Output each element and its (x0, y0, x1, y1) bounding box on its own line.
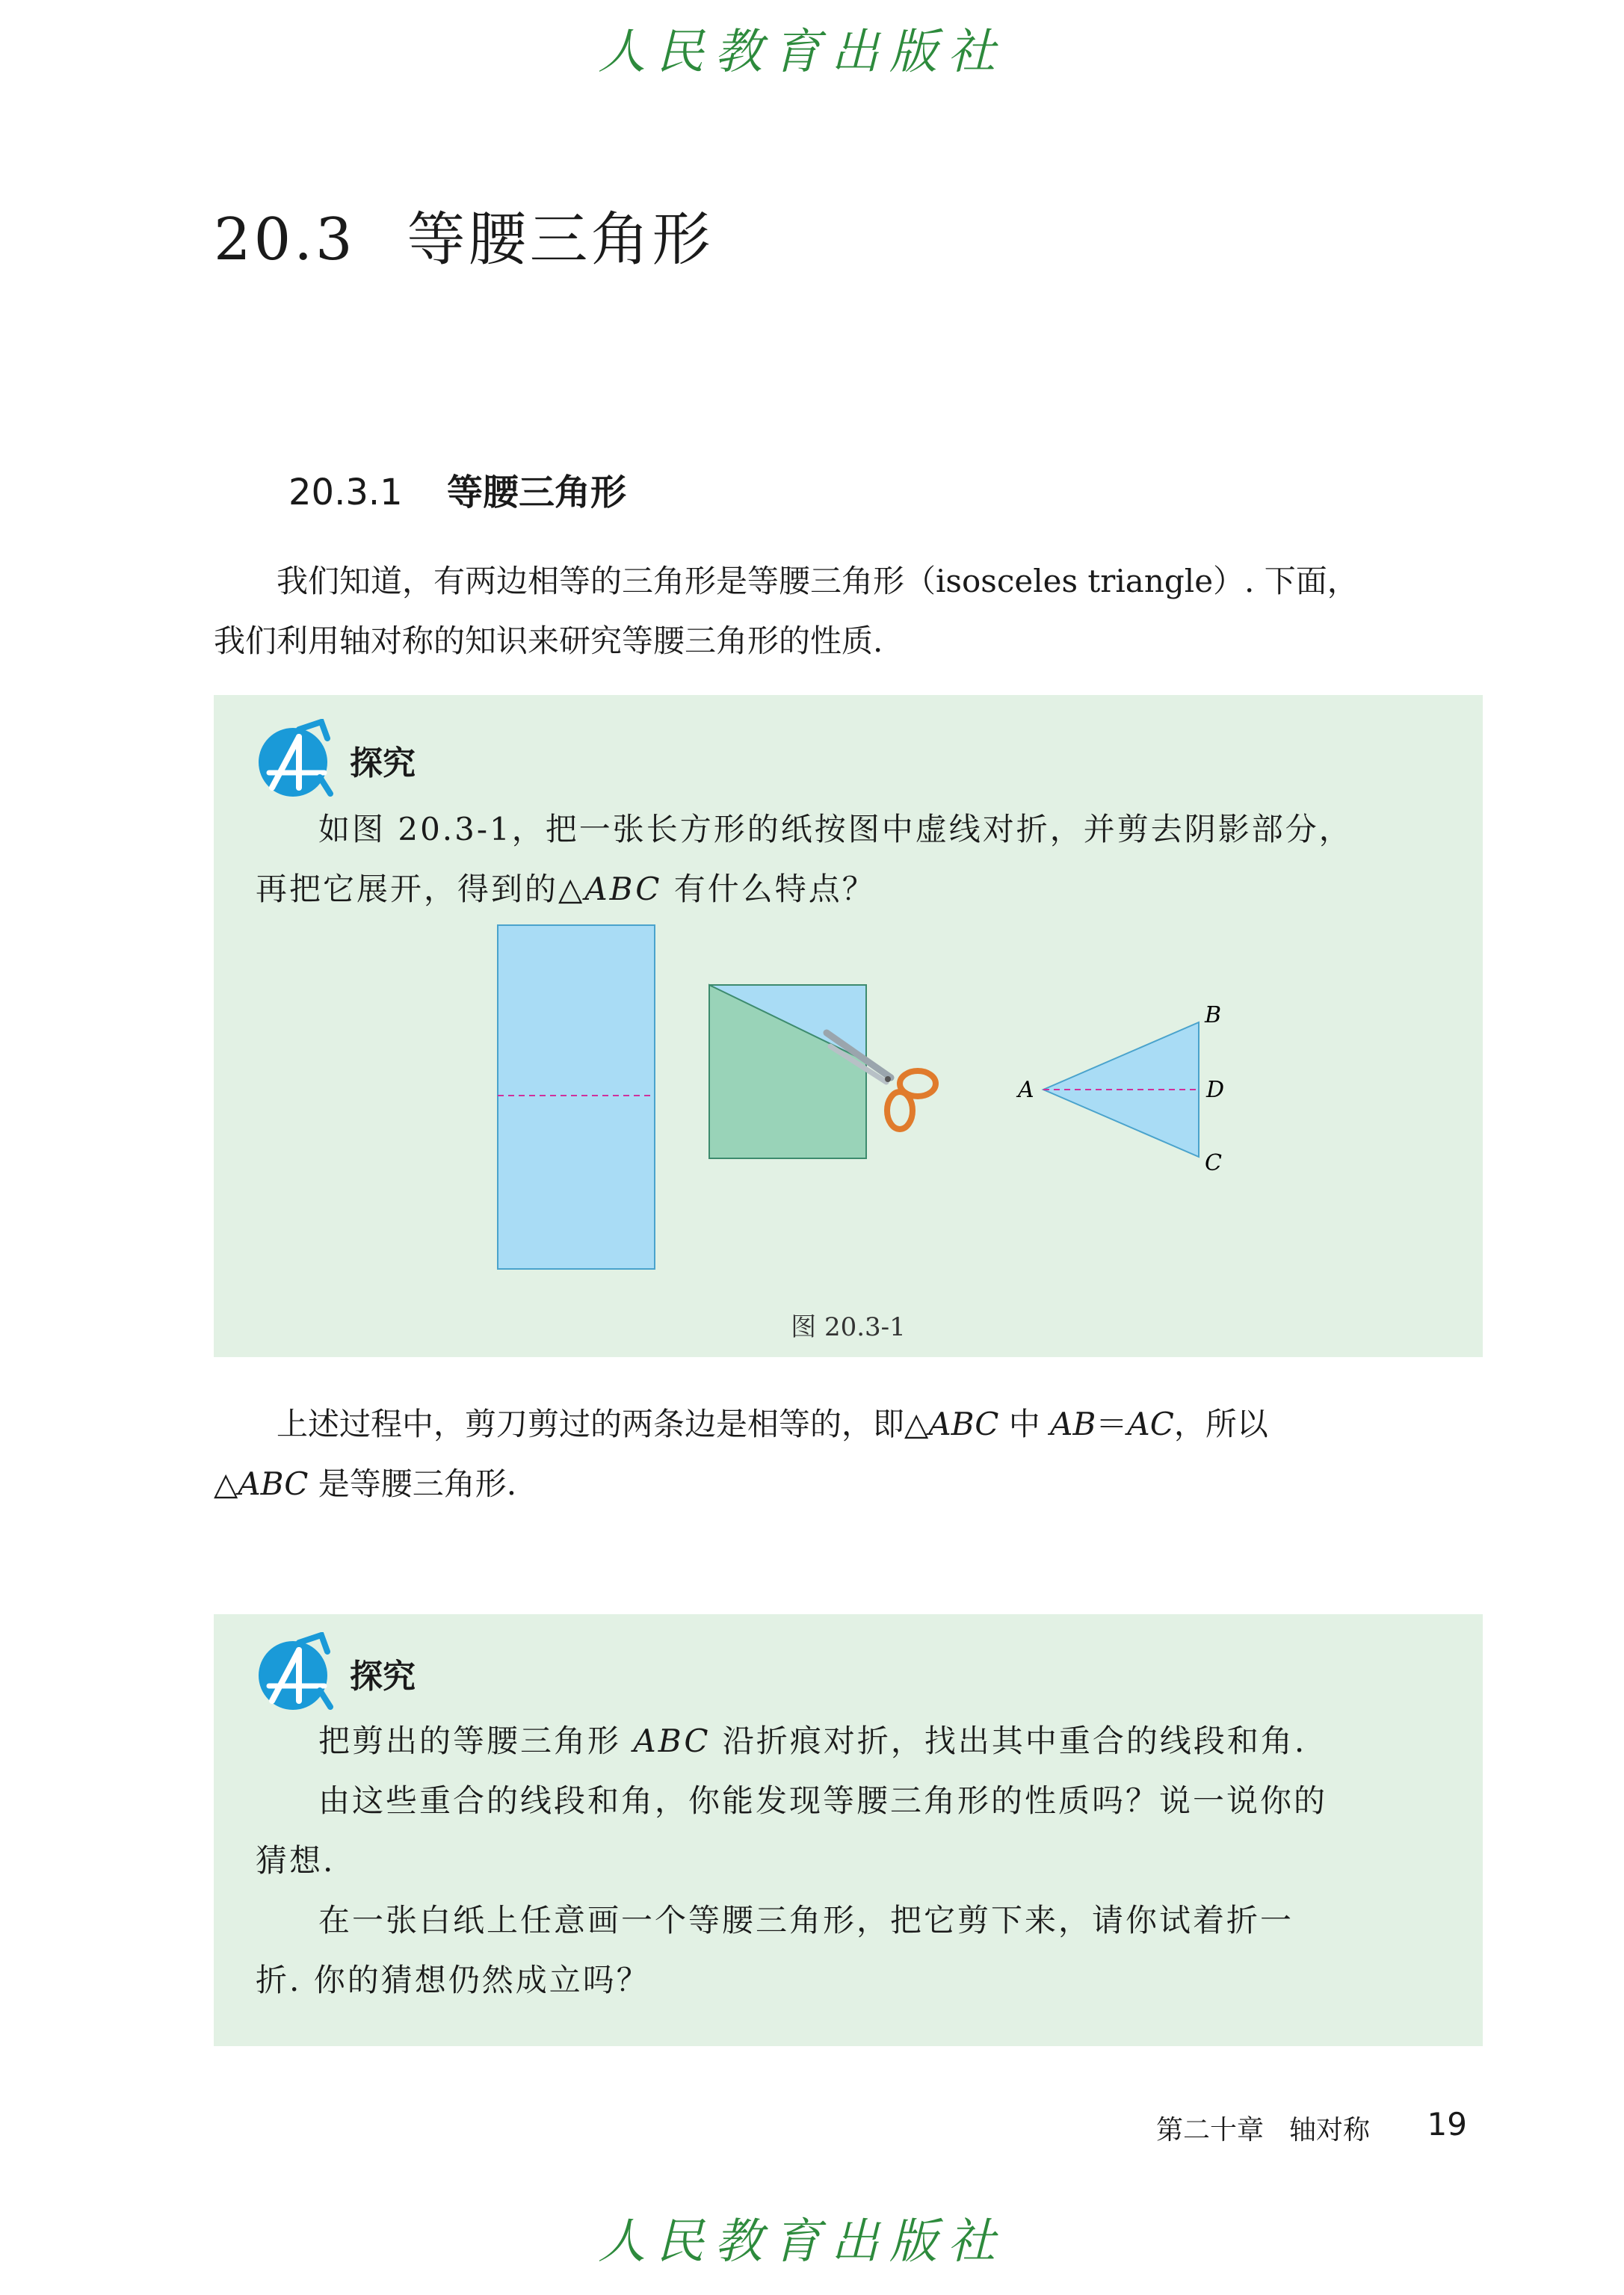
explore-text-1 (256, 800, 1447, 919)
publisher-logo-top: 人民教育出版社 (598, 25, 1006, 80)
middle-line-2 (214, 1454, 1484, 1514)
explore2-text-b: 沿折痕对折，找出其中重合的线段和角. (710, 1723, 1307, 1759)
chapter-title: 轴对称 (1288, 2115, 1370, 2146)
var-ab: AB (1050, 1406, 1096, 1442)
page-number: 19 (1427, 2106, 1467, 2143)
triangle-symbol: △ (214, 1465, 238, 1502)
compass-protractor-icon (256, 719, 338, 801)
var-abc: ABC (633, 1723, 711, 1759)
subsection-title: 等腰三角形 (446, 472, 626, 513)
publisher-logo-bottom: 人民教育出版社 (598, 2214, 1006, 2270)
figure-20-3-1 (490, 919, 1238, 1278)
intro-paragraph (214, 552, 1484, 671)
figure-caption: 图 20.3-1 (791, 1312, 906, 1342)
explore2-para-2-line-2: 猜想. (256, 1842, 336, 1879)
intro-line-2: 我们利用轴对称的知识来研究等腰三角形的性质. (214, 623, 883, 659)
section-title: 等腰三角形 (407, 206, 714, 274)
var-abc: ABC (928, 1406, 999, 1442)
point-label-a: A (1018, 1077, 1034, 1103)
equals-sign: ＝ (1096, 1406, 1128, 1442)
var-abc: ABC (238, 1465, 309, 1502)
explore-label-2: 探究 (350, 1658, 416, 1696)
middle-text-a: 上述过程中，剪刀剪过的两条边是相等的，即△ (277, 1406, 929, 1442)
subsection-heading (288, 463, 626, 515)
explore-label-1: 探究 (350, 744, 416, 782)
section-number: 20.3 (214, 206, 356, 274)
var-abc: ABC (584, 871, 662, 907)
middle-text-e: 是等腰三角形. (308, 1465, 517, 1502)
explore-header-2 (256, 1632, 416, 1714)
explore-box-2 (214, 1614, 1483, 2046)
point-label-c: C (1205, 1150, 1222, 1176)
explore1-line-2b: 有什么特点？ (661, 871, 876, 907)
var-ac: AC (1127, 1406, 1174, 1442)
intro-line-1: 我们知道，有两边相等的三角形是等腰三角形（isosceles triangle）. 下面， (277, 563, 1359, 599)
explore-box-1 (214, 695, 1483, 1357)
explore-text-2 (256, 1711, 1447, 2010)
footer-chapter (1156, 2109, 1370, 2147)
explore2-para-3-line-2: 折. 你的猜想仍然成立吗？ (256, 1962, 650, 1998)
point-label-d: D (1206, 1077, 1225, 1103)
chapter-number: 第二十章 (1155, 2115, 1264, 2146)
section-heading (214, 193, 713, 277)
subsection-number: 20.3.1 (288, 472, 403, 513)
middle-text-b: 中 (998, 1406, 1051, 1442)
explore2-para-1 (256, 1711, 1447, 1771)
paper-rectangle (498, 925, 655, 1269)
explore1-line-2a: 再把它展开，得到的△ (256, 871, 585, 907)
explore1-line-1: 如图 20.3-1，把一张长方形的纸按图中虚线对折，并剪去阴影部分， (318, 811, 1353, 847)
explore1-line-2 (256, 859, 1447, 919)
middle-line-1 (214, 1394, 1484, 1454)
compass-protractor-icon (256, 1632, 338, 1714)
point-label-b: B (1205, 1002, 1222, 1028)
explore2-text-a: 把剪出的等腰三角形 (318, 1723, 634, 1759)
explore-header-1 (256, 719, 416, 801)
middle-text-d: ，所以 (1173, 1406, 1268, 1442)
middle-paragraph (214, 1394, 1484, 1514)
explore2-para-3-line-1: 在一张白纸上任意画一个等腰三角形，把它剪下来，请你试着折一 (318, 1902, 1294, 1939)
explore2-para-2-line-1: 由这些重合的线段和角，你能发现等腰三角形的性质吗？说一说你的 (318, 1782, 1328, 1819)
